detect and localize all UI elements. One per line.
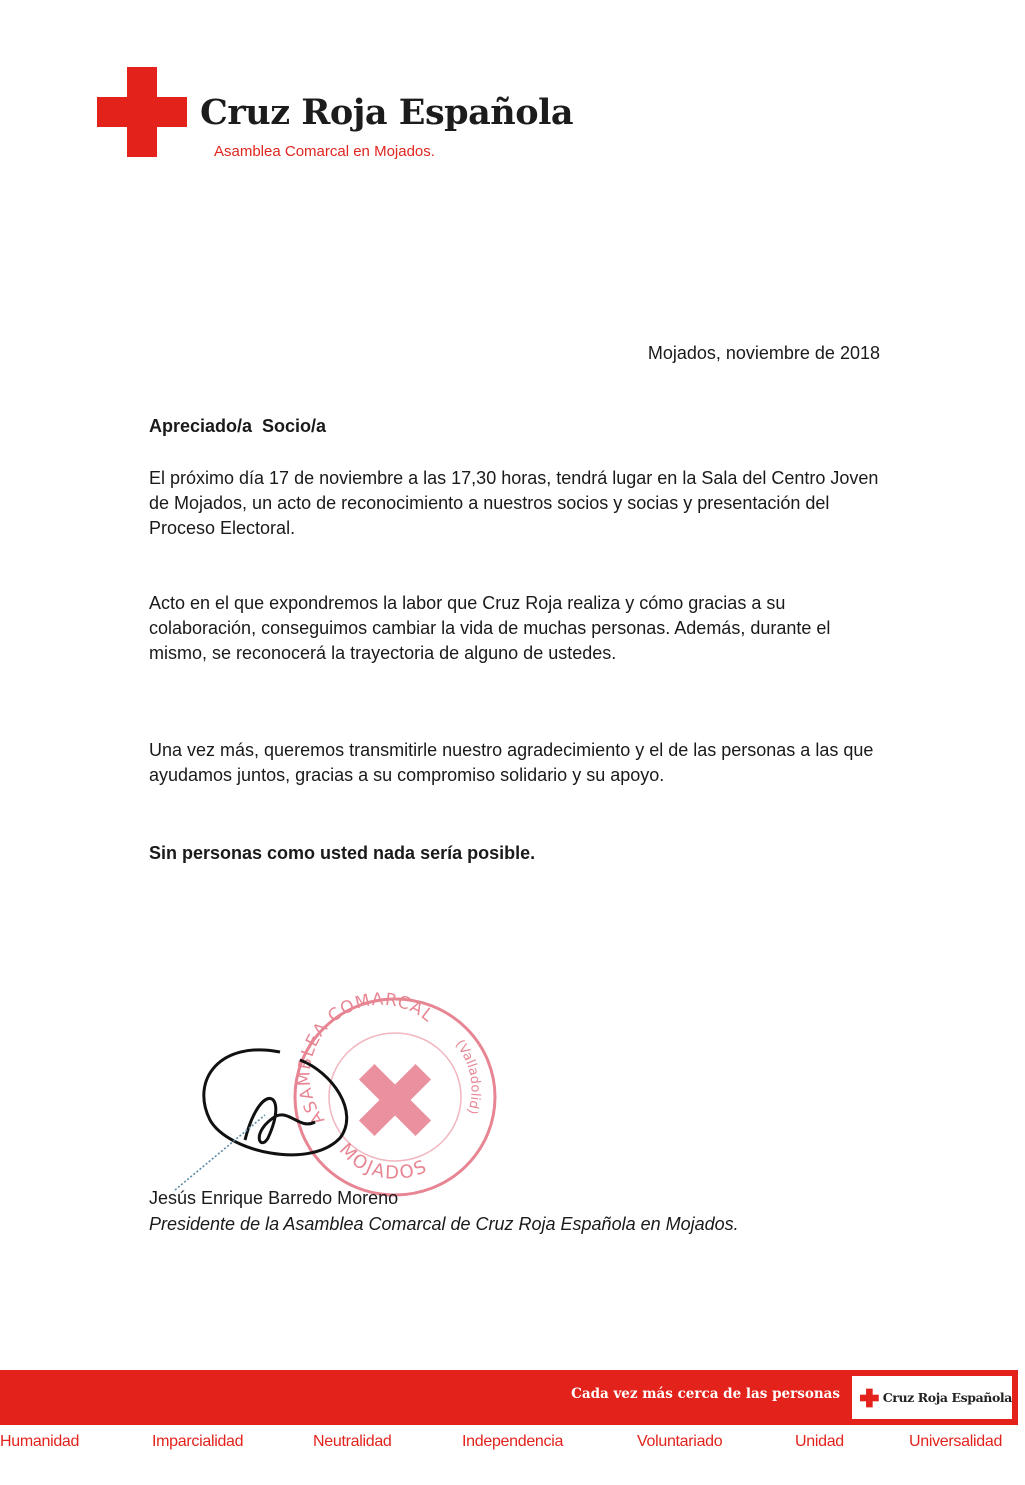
- footer-logo-text: Cruz Roja Española: [882, 1390, 1012, 1405]
- footer-tagline: Cada vez más cerca de las personas: [571, 1386, 840, 1402]
- value-imparcialidad: Imparcialidad: [152, 1433, 244, 1450]
- signer-name: Jesús Enrique Barredo Moreno: [149, 1188, 399, 1208]
- value-unidad: Unidad: [795, 1433, 844, 1450]
- org-name: Cruz Roja Española: [200, 92, 574, 133]
- value-humanidad: Humanidad: [0, 1433, 80, 1450]
- handwritten-signature: [150, 1020, 370, 1200]
- stamp-right-text: (Valladolid): [451, 1037, 483, 1116]
- org-subtitle: Asamblea Comarcal en Mojados.: [214, 143, 435, 160]
- value-neutralidad: Neutralidad: [313, 1433, 392, 1450]
- red-cross-logo-icon: [97, 67, 187, 157]
- value-independencia: Independencia: [462, 1433, 564, 1450]
- red-cross-icon: [860, 1381, 879, 1415]
- date-line: Mojados, noviembre de 2018: [647, 343, 880, 363]
- footer-logo: [852, 1376, 1012, 1419]
- stamp-top-text: ASAMBLEA COMARCAL: [294, 992, 438, 1129]
- footer-band: [0, 1370, 1018, 1425]
- paragraph-1: El próximo día 17 de noviembre a las 17,30 horas, tendrá lugar en la Sala del Centro Joven de Mojados, un acto de reconocimiento a nuestros socios y socias y presentación del Proceso Electoral.: [149, 468, 879, 538]
- signer-role: Presidente de la Asamblea Comarcal de Cruz Roja Española en Mojados.: [149, 1214, 739, 1234]
- stamp-bottom-text: MOJADOS: [334, 1139, 432, 1184]
- svg-text:(Valladolid): [452, 1037, 483, 1116]
- value-voluntariado: Voluntariado: [637, 1433, 723, 1450]
- paragraph-3: Una vez más, queremos transmitirle nuestro agradecimiento y el de las personas a las que ayudamos juntos, gracias a su compromiso solidario y su apoyo.: [149, 740, 874, 785]
- paragraph-2: Acto en el que expondremos la labor que Cruz Roja realiza y cómo gracias a su colaboración, conseguimos cambiar la vida de muchas personas. Además, durante el mismo, se reconocerá la trayectoria de alguno de ustedes.: [149, 593, 831, 663]
- values-row: [0, 1433, 1018, 1457]
- greeting: Apreciado/a Socio/a: [149, 416, 327, 436]
- closing-line: Sin personas como usted nada sería posible.: [149, 843, 536, 863]
- value-universalidad: Universalidad: [909, 1433, 1003, 1450]
